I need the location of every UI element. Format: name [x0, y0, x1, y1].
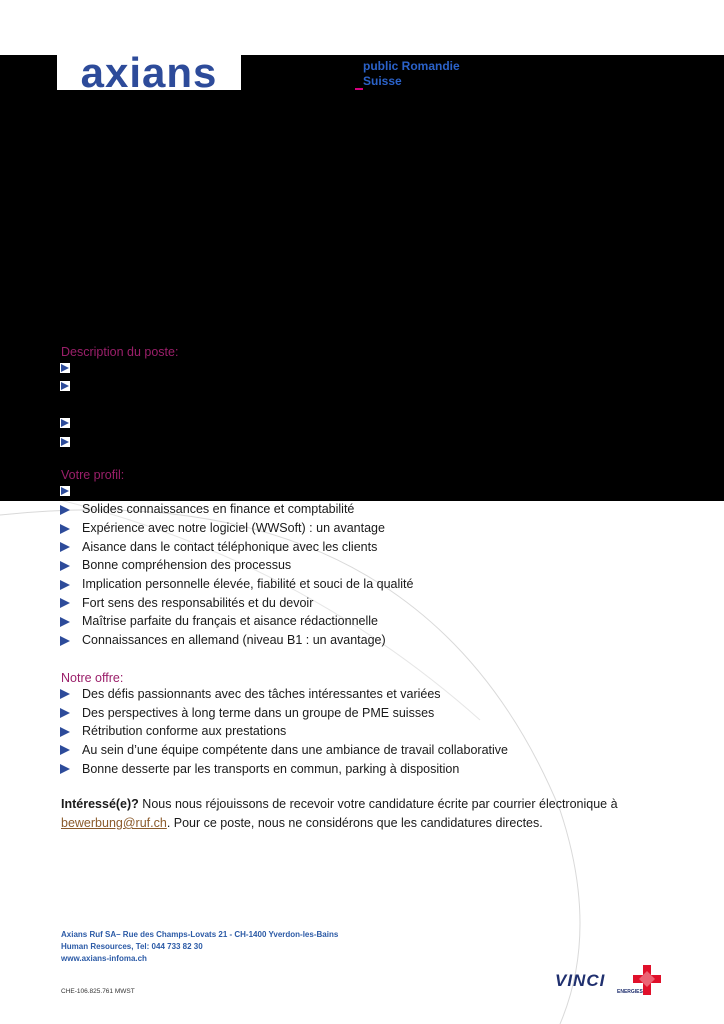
profil-item: Expérience avec notre logiciel (WWSoft) : un avantage	[82, 521, 385, 535]
header-line-1: public Romandie	[363, 59, 460, 73]
bullet-icon	[60, 486, 70, 496]
bullet-icon	[60, 745, 70, 755]
bullet-icon	[60, 598, 70, 608]
offre-item: Rétribution conforme aux prestations	[82, 724, 287, 738]
bullet-icon	[60, 524, 70, 534]
footer-hr: Human Resources, Tel: 044 733 82 30	[61, 942, 203, 951]
vinci-energies-logo	[555, 965, 665, 1000]
profil-item: Connaissances en allemand (niveau B1 : un avantage)	[82, 633, 386, 647]
bullet-icon	[60, 617, 70, 627]
offre-item: Au sein d’une équipe compétente dans une ambiance de travail collaborative	[82, 743, 508, 757]
header-dash	[355, 88, 363, 90]
profil-item: Fort sens des responsabilités et du devoir	[82, 596, 314, 610]
offre-item: Des perspectives à long terme dans un groupe de PME suisses	[82, 706, 435, 720]
vinci-cross-icon	[633, 965, 661, 995]
axians-logo	[57, 49, 241, 96]
footer-vat: CHE-106.825.761 MWST	[61, 988, 135, 995]
profil-item: Aisance dans le contact téléphonique avec les clients	[82, 540, 378, 554]
bullet-icon	[60, 764, 70, 774]
bullet-icon	[60, 363, 70, 373]
contact-line-2	[61, 816, 543, 830]
profil-item: Bonne compréhension des processus	[82, 558, 292, 572]
bullet-icon	[60, 561, 70, 571]
bullet-icon	[60, 708, 70, 718]
profil-title: Votre profil:	[61, 468, 125, 482]
vinci-wordmark: VINCI	[555, 971, 606, 990]
header-line-2: Suisse	[363, 74, 402, 88]
bullet-icon	[60, 636, 70, 646]
bullet-icon	[60, 381, 70, 391]
logo-wordmark: axians	[80, 49, 218, 96]
vinci-subtitle: ENERGIES	[617, 989, 643, 995]
bullet-icon	[60, 580, 70, 590]
profil-item: Implication personnelle élevée, fiabilité et souci de la qualité	[82, 577, 414, 591]
contact-line-1	[61, 797, 618, 811]
footer-web[interactable]: www.axians-infoma.ch	[61, 954, 147, 963]
profil-item: Solides connaissances en finance et comptabilité	[82, 502, 355, 516]
redacted-block	[0, 55, 724, 501]
contact-text-1: Nous nous réjouissons de recevoir votre candidature écrite par courrier électronique à	[138, 797, 618, 811]
description-title: Description du poste:	[61, 345, 179, 359]
contact-text-2: . Pour ce poste, nous ne considérons que les candidatures directes.	[166, 816, 543, 830]
bullet-icon	[60, 689, 70, 699]
email-link[interactable]: bewerbung@ruf.ch	[61, 816, 167, 830]
bullet-icon	[60, 505, 70, 515]
offre-title: Notre offre:	[61, 671, 124, 685]
footer-address: Axians Ruf SA– Rue des Champs-Lovats 21 - CH-1400 Yverdon-les-Bains	[61, 930, 339, 939]
bullet-icon	[60, 437, 70, 447]
bullet-icon	[60, 418, 70, 428]
contact-lead: Intéressé(e)?	[61, 797, 139, 811]
offre-item: Des défis passionnants avec des tâches intéressantes et variées	[82, 687, 441, 701]
profil-item: Maîtrise parfaite du français et aisance rédactionnelle	[82, 614, 378, 628]
bullet-icon	[60, 542, 70, 552]
offre-item: Bonne desserte par les transports en commun, parking à disposition	[82, 762, 460, 776]
bullet-icon	[60, 727, 70, 737]
